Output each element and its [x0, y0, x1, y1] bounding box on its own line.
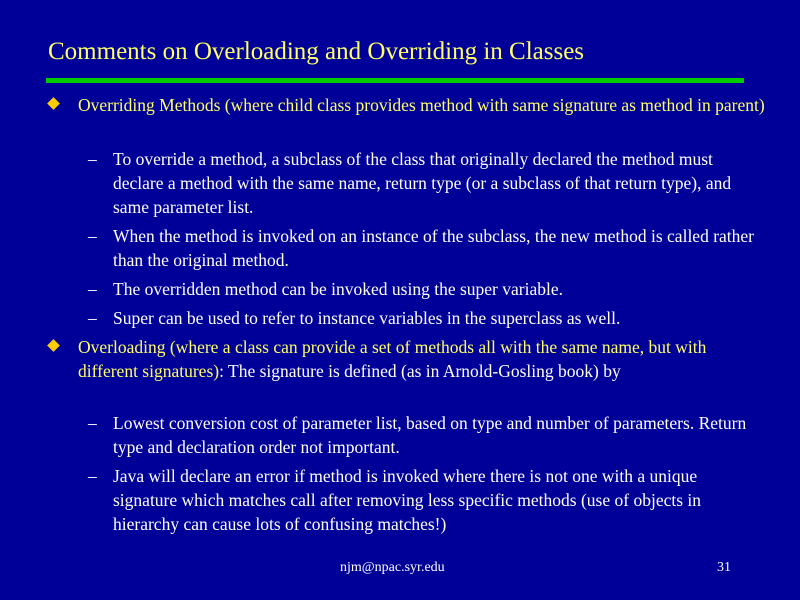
diamond-bullet-icon [47, 339, 60, 352]
dash-icon: – [88, 413, 97, 433]
footer-email: njm@npac.syr.edu [340, 560, 445, 575]
bullet-2-highlight: Overloading (where a class can provide a set of methods all with the same name, but with different signatures) [78, 337, 707, 381]
dash-icon: – [88, 226, 97, 246]
dash-icon: – [88, 466, 97, 486]
page-number: 31 [717, 560, 731, 575]
bullet-2-sub-1: Lowest conversion cost of parameter list, based on type and number of parameters. Return type and declaration order not important. [113, 413, 747, 457]
bullet-1-sub-2: When the method is invoked on an instance of the subclass, the new method is called rather than the original method. [113, 226, 754, 270]
diamond-bullet-icon [47, 97, 60, 110]
bullet-1-sub-3: The overridden method can be invoked using the super variable. [113, 279, 563, 299]
dash-icon: – [88, 308, 97, 328]
dash-icon: – [88, 149, 97, 169]
bullet-1-text: Overriding Methods (where child class provides method with same signature as method in parent) [78, 95, 765, 115]
bullet-1-sub-1: To override a method, a subclass of the class that originally declared the method must declare a method with the same name, return type (or a subclass of that return type), and same parameter list. [113, 149, 732, 217]
bullet-2-text [78, 335, 768, 383]
bullet-2-sub-2: Java will declare an error if method is invoked where there is not one with a unique signature which matches call after removing less specific methods (use of objects in hierarchy can cause lots of confusing matches!) [113, 466, 702, 534]
bullet-2-rest: : The signature is defined (as in Arnold-Gosling book) by [219, 361, 621, 381]
bullet-1-sub-4: Super can be used to refer to instance variables in the superclass as well. [113, 308, 621, 328]
title-divider [46, 78, 744, 83]
slide-title: Comments on Overloading and Overriding in Classes [48, 38, 585, 65]
dash-icon: – [88, 279, 97, 299]
